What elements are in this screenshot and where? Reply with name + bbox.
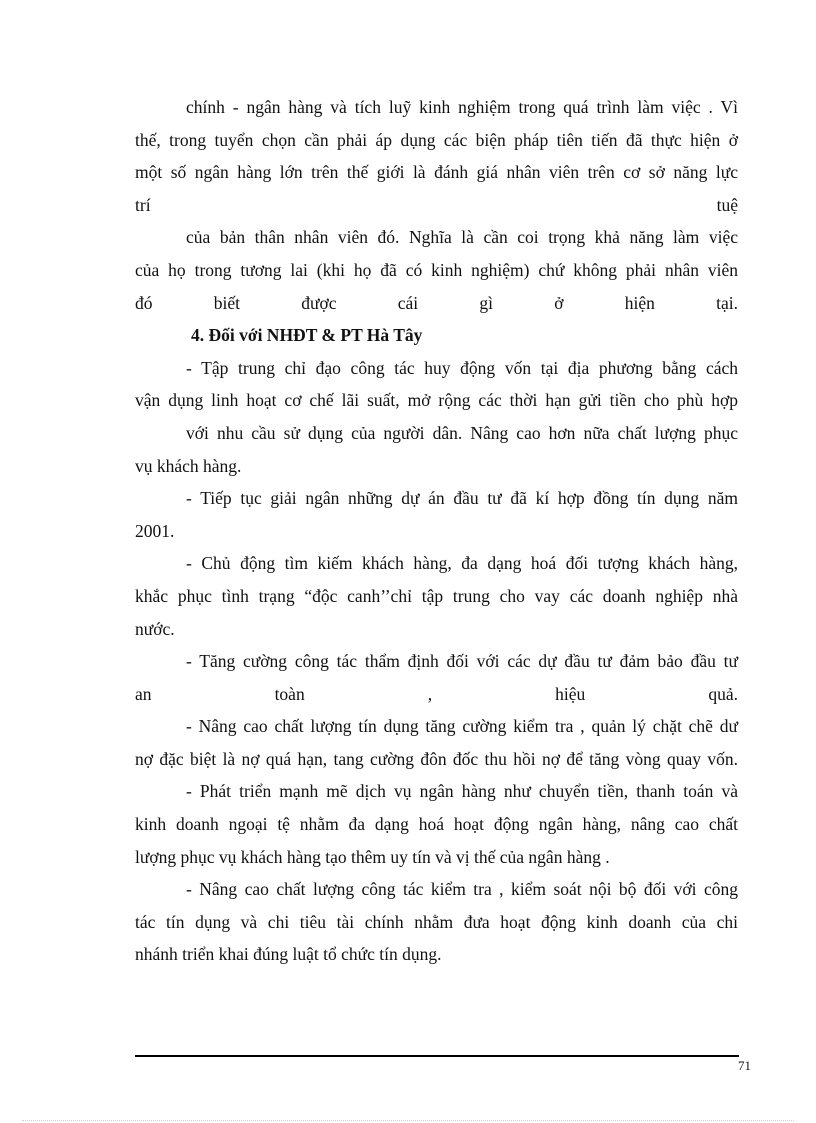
paragraph-line: lượng phục vụ khách hàng tạo thêm uy tín và vị thế của ngân hàng . <box>135 846 610 867</box>
document-body <box>135 91 738 971</box>
paragraph-line: thế, trong tuyển chọn cần phải áp dụng các biện pháp tiên tiến đã thực hiện ở <box>135 129 738 150</box>
paragraph-line: trí tuệ <box>135 194 738 215</box>
paragraph-line: - Tăng cường công tác thẩm định đối với các dự đầu tư đảm bảo đầu tư <box>186 651 738 672</box>
paragraph-line: vụ khách hàng. <box>135 455 242 476</box>
paragraph-line: - Chủ động tìm kiếm khách hàng, đa dạng hoá đối tượng khách hàng, <box>186 553 738 574</box>
paragraph-line: với nhu cầu sử dụng của người dân. Nâng cao hơn nữa chất lượng phục <box>186 422 738 443</box>
paragraph-line: khắc phục tình trạng “độc canh’’chỉ tập trung cho vay các doanh nghiệp nhà <box>135 585 738 606</box>
paragraph-line: an toàn , hiệu quả. <box>135 683 738 704</box>
paragraph-line: nợ đặc biệt là nợ quá hạn, tang cường đôn đốc thu hồi nợ để tăng vòng quay vốn. <box>135 748 738 769</box>
paragraph-line: - Tiếp tục giải ngân những dự án đầu tư đã kí hợp đồng tín dụng năm <box>186 488 738 509</box>
paragraph-line: một số ngân hàng lớn trên thế giới là đánh giá nhân viên trên cơ sở năng lực <box>135 162 738 183</box>
paragraph-line: tác tín dụng và chi tiêu tài chính nhằm đưa hoạt động kinh doanh của chi <box>135 911 738 932</box>
paragraph-line: - Phát triển mạnh mẽ dịch vụ ngân hàng như chuyển tiền, thanh toán và <box>186 781 738 802</box>
page-number: 71 <box>738 1058 751 1073</box>
paragraph-line: đó biết được cái gì ở hiện tại. <box>135 292 738 313</box>
paragraph-line: - Nâng cao chất lượng tín dụng tăng cường kiểm tra , quản lý chặt chẽ dư <box>186 716 738 737</box>
paragraph-line: nhánh triển khai đúng luật tổ chức tín dụng. <box>135 944 442 965</box>
paragraph-line: chính - ngân hàng và tích luỹ kinh nghiệm trong quá trình làm việc . Vì <box>186 97 738 117</box>
paragraph-line: vận dụng linh hoạt cơ chế lãi suất, mở rộng các thời hạn gửi tiền cho phù hợp <box>135 390 738 411</box>
paragraph-line: của bản thân nhân viên đó. Nghĩa là cần coi trọng khả năng làm việc <box>186 227 738 248</box>
paragraph-line: nước. <box>135 618 175 639</box>
paragraph-line: của họ trong tương lai (khi họ đã có kinh nghiệm) chứ không phải nhân viên <box>135 259 738 280</box>
section-heading: 4. Đối với NHĐT & PT Hà Tây <box>191 325 423 346</box>
page-edge-divider <box>22 1120 794 1121</box>
footer-rule <box>135 1055 739 1057</box>
paragraph-line: - Tập trung chỉ đạo công tác huy động vốn tại địa phương bằng cách <box>186 357 738 378</box>
paragraph-line: - Nâng cao chất lượng công tác kiểm tra , kiểm soát nội bộ đối với công <box>186 879 738 900</box>
paragraph-line: kinh doanh ngoại tệ nhằm đa dạng hoá hoạt động ngân hàng, nâng cao chất <box>135 814 738 835</box>
paragraph-line: 2001. <box>135 520 175 541</box>
